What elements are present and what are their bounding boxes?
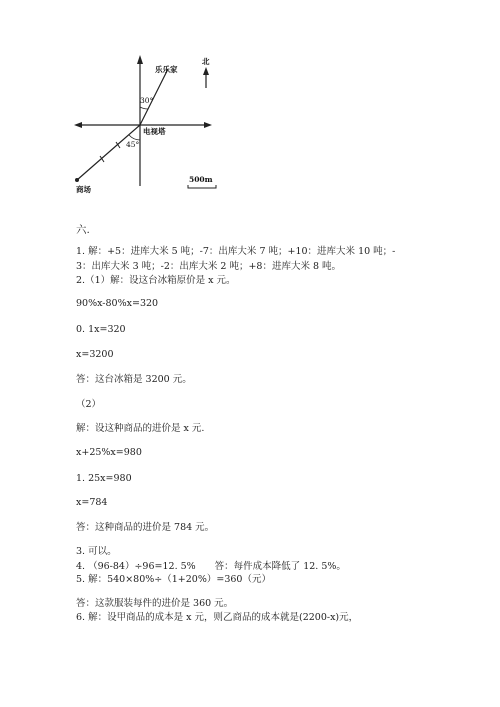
- north-arrow-head: [203, 67, 209, 75]
- section-title: 六.: [76, 224, 90, 236]
- text-line: 1. 解：+5：进库大米 5 吨；-7：出库大米 7 吨；+10：进库大米 10 吨；-: [76, 246, 396, 257]
- text-line: 2.（1）解：设这台冰箱原价是 x 元。: [76, 275, 236, 286]
- text-line: x+25%x=980: [76, 447, 142, 458]
- angle-30-label: 30°: [140, 96, 154, 105]
- direction-diagram-svg: [60, 52, 230, 202]
- angle-arc-30: [140, 107, 148, 109]
- lele-home-label: 乐乐家: [155, 65, 178, 74]
- vertical-axis-arrow: [137, 55, 143, 64]
- text-line: 3. 可以。: [76, 546, 117, 557]
- horizontal-axis-right-arrow: [204, 122, 212, 128]
- scale-label: 500m: [189, 175, 213, 184]
- angle-45-label: 45°: [126, 140, 140, 149]
- text-line: 1. 25x=980: [76, 473, 132, 484]
- scale-bar: [188, 185, 216, 188]
- text-line: 答：这款服装每件的进价是 360 元。: [76, 598, 234, 609]
- line-to-mall: [77, 125, 140, 180]
- text-line: 答：这台冰箱是 3200 元。: [76, 374, 192, 385]
- horizontal-axis-left-arrow: [74, 122, 82, 128]
- tv-tower-label: 电视塔: [143, 127, 166, 136]
- text-line: 4. （96-84）÷96=12. 5% 答：每件成本降低了 12. 5%。: [76, 561, 346, 572]
- text-line: 5. 解：540×80%÷（1+20%）=360（元）: [76, 574, 271, 585]
- text-line: 3：出库大米 3 吨；-2：出库大米 2 吨；+8：进库大米 8 吨。: [76, 261, 342, 272]
- text-line: 6. 解：设甲商品的成本是 x 元，则乙商品的成本就是(2200-x)元，: [76, 612, 359, 623]
- text-line: 0. 1x=320: [76, 324, 126, 335]
- direction-diagram: [60, 52, 230, 202]
- mall-label: 商场: [76, 185, 91, 194]
- text-line: x=3200: [76, 349, 114, 360]
- text-line: 答：这种商品的进价是 784 元。: [76, 522, 215, 533]
- text-line: 90%x-80%x=320: [76, 298, 159, 309]
- mall-point: [75, 178, 79, 182]
- text-line: （2）: [76, 399, 102, 410]
- text-line: x=784: [76, 497, 108, 508]
- north-label: 北: [202, 57, 210, 66]
- text-line: 解：设这种商品的进价是 x 元.: [76, 423, 205, 434]
